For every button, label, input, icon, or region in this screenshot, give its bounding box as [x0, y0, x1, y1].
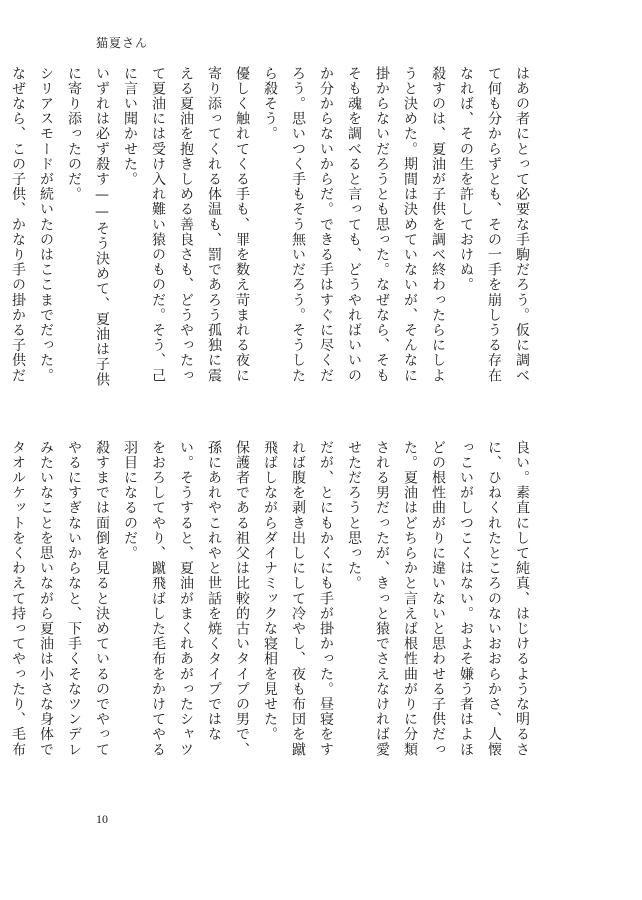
paragraph: 殺すまでは面倒を見ると決めているのでやってやるにすぎないからなと、下手くそなツンデレみたいなことを思いながら夏油は小さな身体でタオルケットをくわえて持ってやったり、毛布	[10, 440, 110, 758]
text-block-upper	[10, 66, 536, 394]
paragraph: 良い。素直にして純真、はじけるような明るさに、ひねくれたところのないおおらかさ、人懐っこいがしつこくはない。およそ嫌う者はよほどの根性曲がりに違いないと思わせる子供だった。夏油はどちらかと言えば根性曲がりに分類される男だったが、きっと猿でさえなければ愛せただろうと思った。	[346, 440, 530, 758]
paragraph: 殺すのは、夏油が子供を調べ終わったらにしようと決めた。期間は決めていないが、そんなに掛からないだろうとも思った。なぜなら、そもそも魂を調べると言っても、どうやればいいのか分からないからだ。できる手はすぐに尽くだろう。思いつく手もそう無いだろう。そうしたら殺そう。	[262, 66, 446, 384]
paragraph: だが、とにもかくにも手が掛かった。昼寝をすれば腹を剥き出しにして冷やし、夜も布団を蹴飛ばしながらダイナミックな寝相を見せた。	[262, 440, 334, 758]
paragraph: なぜなら、この子供、かなり手の掛かる子供だ	[10, 66, 26, 384]
page-number: 10	[96, 812, 108, 826]
paragraph: はあの者にとって必要な手駒だろう。仮に調べて何も分からずとも、その一手を崩しうる存在なれば、その生を許しておけぬ。	[458, 66, 530, 384]
text-block-lower	[10, 440, 536, 770]
paragraph: いずれは必ず殺す——そう決めて、夏油は子供に寄り添ったのだ。	[66, 66, 110, 388]
paragraph: 優しく触れてくる手も、罪を数え苛まれる夜に寄り添ってくれる体温も、罰であろう孤独に震える夏油を抱きしめる善良さも、どうやったって夏油には受け入れ難い猿のものだ。そう、己に言い聞かせた。	[122, 66, 250, 384]
paragraph: 保護者である祖父は比較的古いタイプの男で、孫にあれやこれやと世話を焼くタイプではない。そうすると、夏油がまくれあがったシャツをおろしてやり、蹴飛ばした毛布をかけてやる羽目になるのだ。	[122, 440, 250, 758]
running-title: 猫夏さん	[96, 36, 149, 50]
paragraph: シリアスモードが続いたのはここまでだった。	[38, 66, 54, 384]
